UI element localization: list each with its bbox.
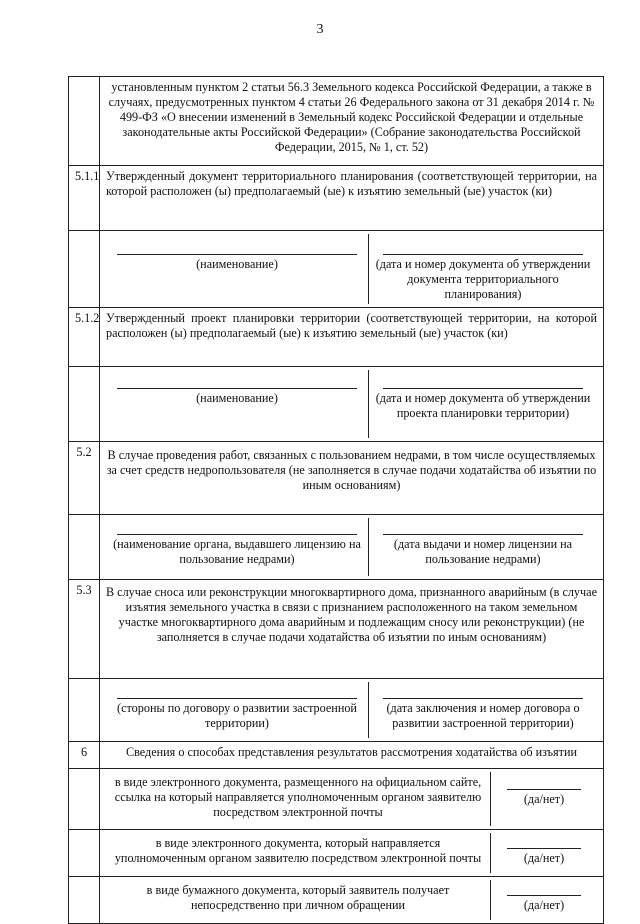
section-number: 6 — [69, 742, 100, 769]
page-number: 3 — [316, 22, 324, 37]
field-caption: (наименование) — [196, 257, 278, 271]
intro-text: установленным пунктом 2 статьи 56.3 Земельного кодекса Российской Федерации, а также в случаях, предусмотренных пунктом 4 статьи 26 Федерального закона от 31 декабря 2014 г. № 499-ФЗ «О внесении изменений в Земельный кодекс Российской Федерации и отдельные законодательные акты Российской Федерации» (Собрание законодательства Российской Федерации, 2015, № 1, ст. 52) — [100, 77, 604, 166]
section-5-2-fields — [69, 515, 604, 580]
option-text: в виде электронного документа, размещенного на официальном сайте, ссылка на который направляется уполномоченным органом заявителю посредством электронной почты — [114, 775, 482, 819]
field-caption: (наименование) — [196, 391, 278, 405]
date-number-field[interactable] — [369, 234, 597, 304]
section-5-1-1-fields — [69, 231, 604, 308]
license-date-number-field[interactable] — [369, 518, 597, 576]
option-text: в виде бумажного документа, который заявитель получает непосредственно при личном обращении — [146, 883, 450, 912]
yes-no-caption: (да/нет) — [523, 851, 565, 865]
yes-no-field[interactable] — [490, 833, 597, 873]
field-caption: (дата заключения и номер договора о развитии застроенной территории) — [386, 701, 580, 730]
section-6-option-2 — [69, 830, 604, 877]
yes-no-caption: (да/нет) — [523, 898, 565, 912]
section-text: В случае проведения работ, связанных с пользованием недрами, в том числе осуществляемых за счет средств недропользователя (не заполняется в случае подачи ходатайства об изъятии по иным основаниям) — [100, 442, 604, 515]
section-text: В случае сноса или реконструкции многоквартирного дома, признанного аварийным (в случае изъятия земельного участка в связи с признанием расположенного на таком земельном участке многоквартирного дома аварийным и подлежащим сносу или реконструкции) (не заполняется в случае подачи ходатайства об изъятии по иным основаниям) — [100, 580, 604, 679]
section-number: 5.3 — [69, 580, 100, 679]
section-5-3-fields — [69, 679, 604, 742]
section-number: 5.1.1 — [69, 166, 100, 231]
section-6-option-3 — [69, 877, 604, 924]
section-6-option-1 — [69, 769, 604, 830]
section-5-1-1-row — [69, 166, 604, 231]
yes-no-field[interactable] — [490, 880, 597, 920]
contract-date-number-field[interactable] — [369, 682, 597, 738]
application-form-table — [68, 76, 604, 924]
intro-row — [69, 77, 604, 166]
date-number-field[interactable] — [369, 370, 597, 438]
section-number: 5.2 — [69, 442, 100, 515]
yes-no-field[interactable] — [490, 772, 597, 826]
section-number: 5.1.2 — [69, 308, 100, 367]
contract-parties-field[interactable] — [106, 682, 369, 738]
yes-no-caption: (да/нет) — [523, 792, 565, 806]
section-text: Утвержденный документ территориального планирования (соответствующей территории, на которой расположен (ы) предполагаемый (ые) к изъятию земельный (ые) участок (ки) — [100, 166, 604, 231]
section-5-1-2-row — [69, 308, 604, 367]
section-title: Сведения о способах представления результатов рассмотрения ходатайства об изъятии — [100, 742, 604, 769]
name-field[interactable] — [106, 370, 369, 438]
section-5-1-2-fields — [69, 367, 604, 442]
field-caption: (дата и номер документа об утверждении проекта планировки территории) — [375, 391, 591, 420]
section-5-3-row — [69, 580, 604, 679]
field-caption: (дата и номер документа об утверждении документа территориального планирования) — [375, 257, 591, 301]
issuing-authority-field[interactable] — [106, 518, 369, 576]
name-field[interactable] — [106, 234, 369, 304]
option-text: в виде электронного документа, который направляется уполномоченным органом заявителю посредством электронной почты — [114, 836, 482, 865]
section-text: Утвержденный проект планировки территории (соответствующей территории, на которой расположен (ы) предполагаемый (ые) к изъятию земельный (ые) участок (ки) — [100, 308, 604, 367]
section-6-row — [69, 742, 604, 769]
field-caption: (стороны по договору о развитии застроенной территории) — [117, 701, 357, 730]
field-caption: (наименование органа, выдавшего лицензию на пользование недрами) — [113, 537, 361, 566]
field-caption: (дата выдачи и номер лицензии на пользование недрами) — [393, 537, 573, 566]
section-5-2-row — [69, 442, 604, 515]
